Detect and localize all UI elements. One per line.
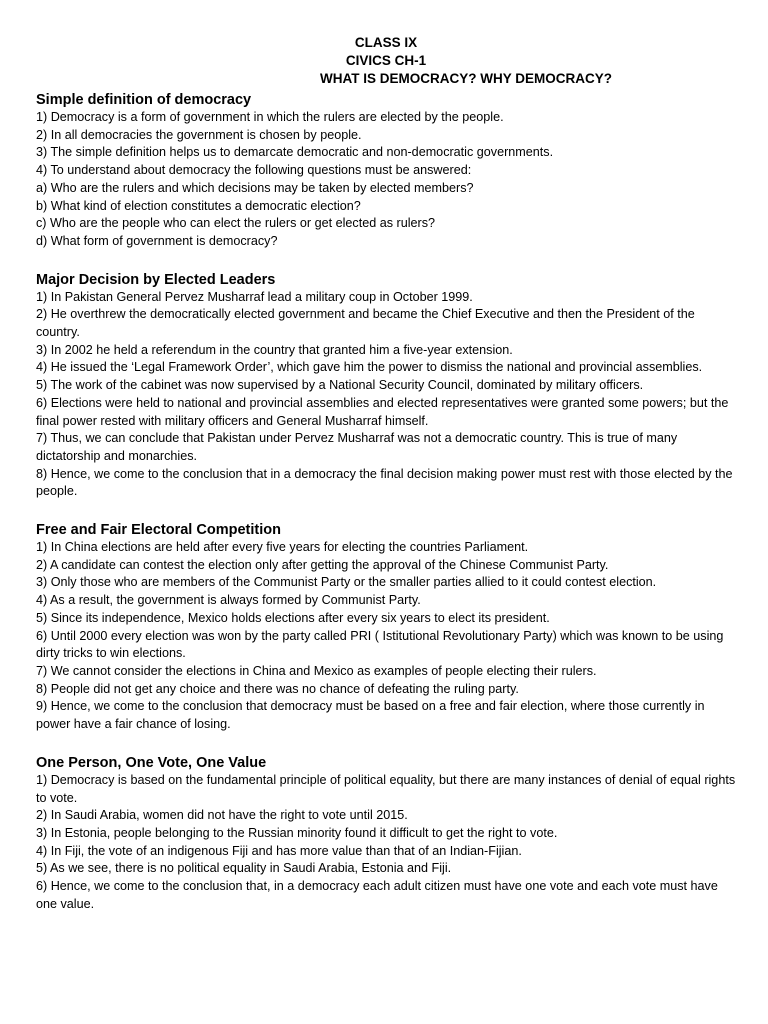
section-simple-definition <box>36 88 736 251</box>
section-heading: Major Decision by Elected Leaders <box>36 271 276 288</box>
list-item: 9) Hence, we come to the conclusion that democracy must be based on a free and fair election, where those currently in power have a fair chance of losing. <box>36 699 705 732</box>
list-item: 6) Until 2000 every election was won by the party called PRI ( Istitutional Revolutionary Party) which was known to be using dirty tricks to win elections. <box>36 628 724 661</box>
chapter-title: WHAT IS DEMOCRACY? WHY DEMOCRACY? <box>320 71 612 86</box>
list-item: 3) Only those who are members of the Communist Party or the smaller parties allied to it could contest election. <box>36 575 657 590</box>
list-item: 6) Elections were held to national and provincial assemblies and elected representatives were granted some powers; but the final power rested with military officers and General Musharraf himself. <box>36 395 729 428</box>
section-heading: One Person, One Vote, One Value <box>36 754 267 771</box>
list-item: 1) Democracy is a form of government in which the rulers are elected by the people. <box>36 110 504 124</box>
document-header <box>36 34 736 88</box>
subject-label: CIVICS CH-1 <box>345 53 427 68</box>
section-heading: Free and Fair Electoral Competition <box>36 522 281 539</box>
list-item: 4) To understand about democracy the following questions must be answered: <box>36 163 472 178</box>
list-item: 1) Democracy is based on the fundamental principle of political equality, but there are many instances of denial of equal rights to vote. <box>36 772 736 805</box>
list-item: 1) In China elections are held after every five years for electing the countries Parliament. <box>36 540 529 555</box>
list-item: b) What kind of election constitutes a democratic election? <box>36 198 361 213</box>
list-item: 7) We cannot consider the elections in China and Mexico as examples of people electing their rulers. <box>36 663 597 678</box>
document-page <box>36 34 736 930</box>
list-item: d) What form of government is democracy? <box>36 233 278 248</box>
list-item: 2) He overthrew the democratically elected government and became the Chief Executive and then the President of the country. <box>36 307 695 340</box>
section-one-person-one-vote <box>36 751 736 914</box>
list-item: 6) Hence, we come to the conclusion that, in a democracy each adult citizen must have one vote and each vote must have one value. <box>36 879 718 911</box>
list-item: 5) As we see, there is no political equality in Saudi Arabia, Estonia and Fiji. <box>36 861 452 876</box>
list-item: 3) In 2002 he held a referendum in the country that granted him a five-year extension. <box>36 342 513 357</box>
section-heading: Simple definition of democracy <box>36 92 252 108</box>
document-body <box>36 88 736 913</box>
section-free-fair-competition <box>36 518 736 734</box>
list-item: 2) A candidate can contest the election only after getting the approval of the Chinese Communist Party. <box>36 557 609 572</box>
list-item: 1) In Pakistan General Pervez Musharraf lead a military coup in October 1999. <box>36 289 473 304</box>
list-item: a) Who are the rulers and which decisions may be taken by elected members? <box>36 180 474 195</box>
list-item: 4) In Fiji, the vote of an indigenous Fiji and has more value than that of an Indian-Fijian. <box>36 843 522 858</box>
section-major-decision <box>36 268 736 501</box>
list-item: 3) In Estonia, people belonging to the Russian minority found it difficult to get the right to vote. <box>36 825 558 840</box>
list-item: 4) As a result, the government is always formed by Communist Party. <box>36 593 421 608</box>
list-item: 3) The simple definition helps us to demarcate democratic and non-democratic governments. <box>36 145 554 160</box>
list-item: 5) The work of the cabinet was now supervised by a National Security Council, dominated by military officers. <box>36 378 644 393</box>
list-item: 4) He issued the ‘Legal Framework Order’, which gave him the power to dismiss the national and provincial assemblies. <box>36 360 703 375</box>
list-item: 7) Thus, we can conclude that Pakistan under Pervez Musharraf was not a democratic country. This is true of many dictatorship and monarchies. <box>36 431 678 463</box>
list-item: 2) In all democracies the government is chosen by people. <box>36 127 362 142</box>
list-item: c) Who are the people who can elect the rulers or get elected as rulers? <box>36 216 436 231</box>
list-item: 5) Since its independence, Mexico holds elections after every six years to elect its president. <box>36 610 550 625</box>
list-item: 2) In Saudi Arabia, women did not have the right to vote until 2015. <box>36 808 408 823</box>
list-item: 8) Hence, we come to the conclusion that in a democracy the final decision making power must rest with those elected by the people. <box>36 466 733 499</box>
class-label: CLASS IX <box>354 35 418 50</box>
list-item: 8) People did not get any choice and there was no chance of defeating the ruling party. <box>36 681 519 696</box>
